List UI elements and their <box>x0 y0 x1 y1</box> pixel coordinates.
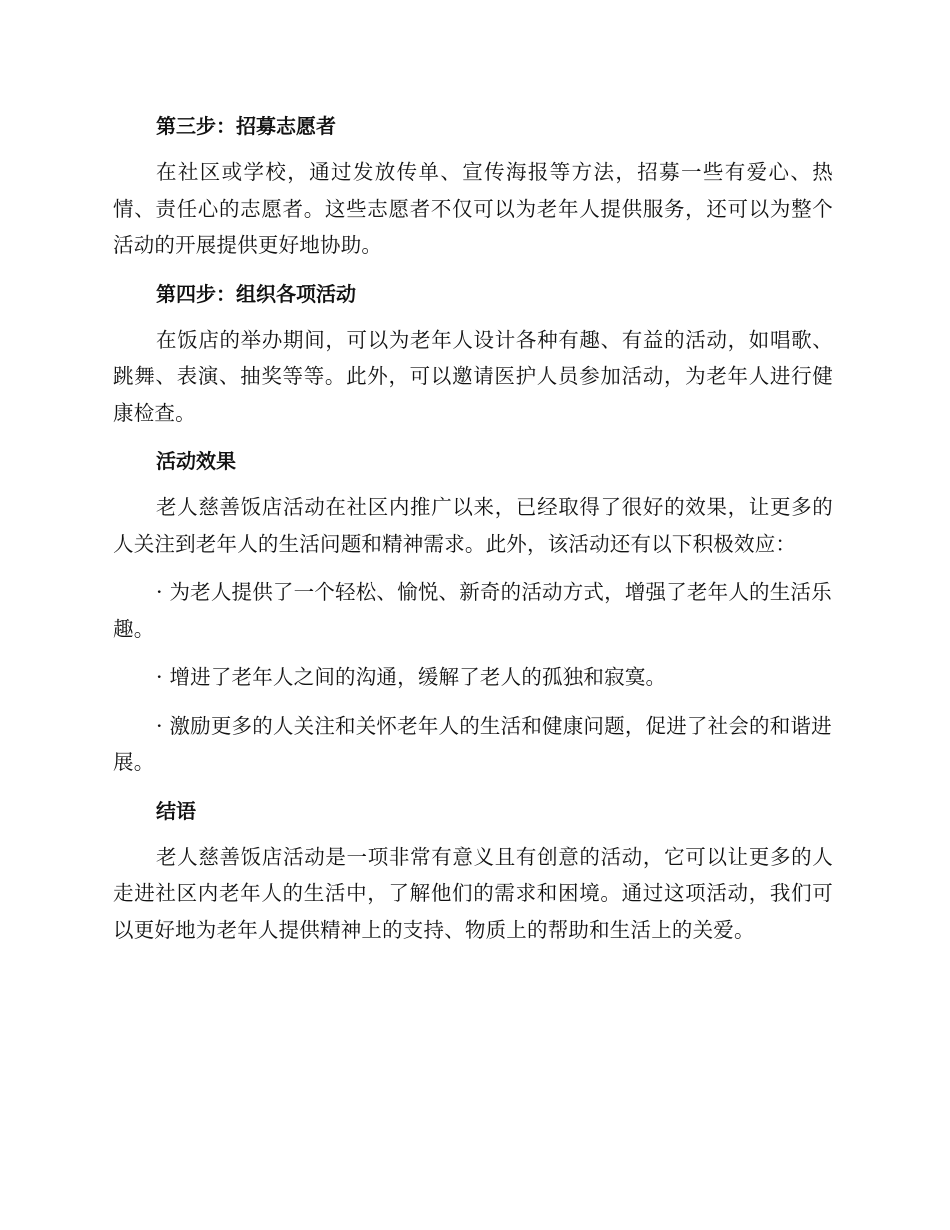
bullet-item <box>113 574 833 647</box>
section-paragraph-conclusion: 老人慈善饭店活动是一项非常有意义且有创意的活动，它可以让更多的人走进社区内老年人的生活中，了解他们的需求和困境。通过这项活动，我们可以更好地为老年人提供精神上的支持、物质上的帮助和生活上的关爱。 <box>113 844 833 942</box>
section-paragraph-step-four: 在饭店的举办期间，可以为老年人设计各种有趣、有益的活动，如唱歌、跳舞、表演、抽奖等等。此外，可以邀请医护人员参加活动，为老年人进行健康检查。 <box>113 327 833 425</box>
section-paragraph-step-three: 在社区或学校，通过发放传单、宣传海报等方法，招募一些有爱心、热情、责任心的志愿者。这些志愿者不仅可以为老年人提供服务，还可以为整个活动的开展提供更好地协助。 <box>113 160 833 257</box>
bullet-text: 增进了老年人之间的沟通，缓解了老人的孤独和寂寞。 <box>169 665 667 689</box>
document-body <box>113 108 833 960</box>
section-heading-conclusion: 结语 <box>156 798 196 823</box>
bullet-mark: · <box>156 713 163 738</box>
section-heading-effects: 活动效果 <box>156 449 236 473</box>
section-paragraph-effects: 老人慈善饭店活动在社区内推广以来，已经取得了很好的效果，让更多的人关注到老年人的生活问题和精神需求。此外，该活动还有以下积极效应： <box>113 495 833 556</box>
bullet-text: 激励更多的人关注和关怀老年人的生活和健康问题，促进了社会的和谐进展。 <box>113 713 832 774</box>
section-heading-step-four: 第四步：组织各项活动 <box>156 281 356 306</box>
bullet-mark: · <box>156 580 163 604</box>
bullet-mark: · <box>156 665 163 689</box>
bullet-item <box>113 708 833 781</box>
bullet-text: 为老人提供了一个轻松、愉悦、新奇的活动方式，增强了老年人的生活乐趣。 <box>113 580 832 641</box>
bullet-item <box>113 659 833 696</box>
section-heading-step-three: 第三步：招募志愿者 <box>156 114 336 138</box>
